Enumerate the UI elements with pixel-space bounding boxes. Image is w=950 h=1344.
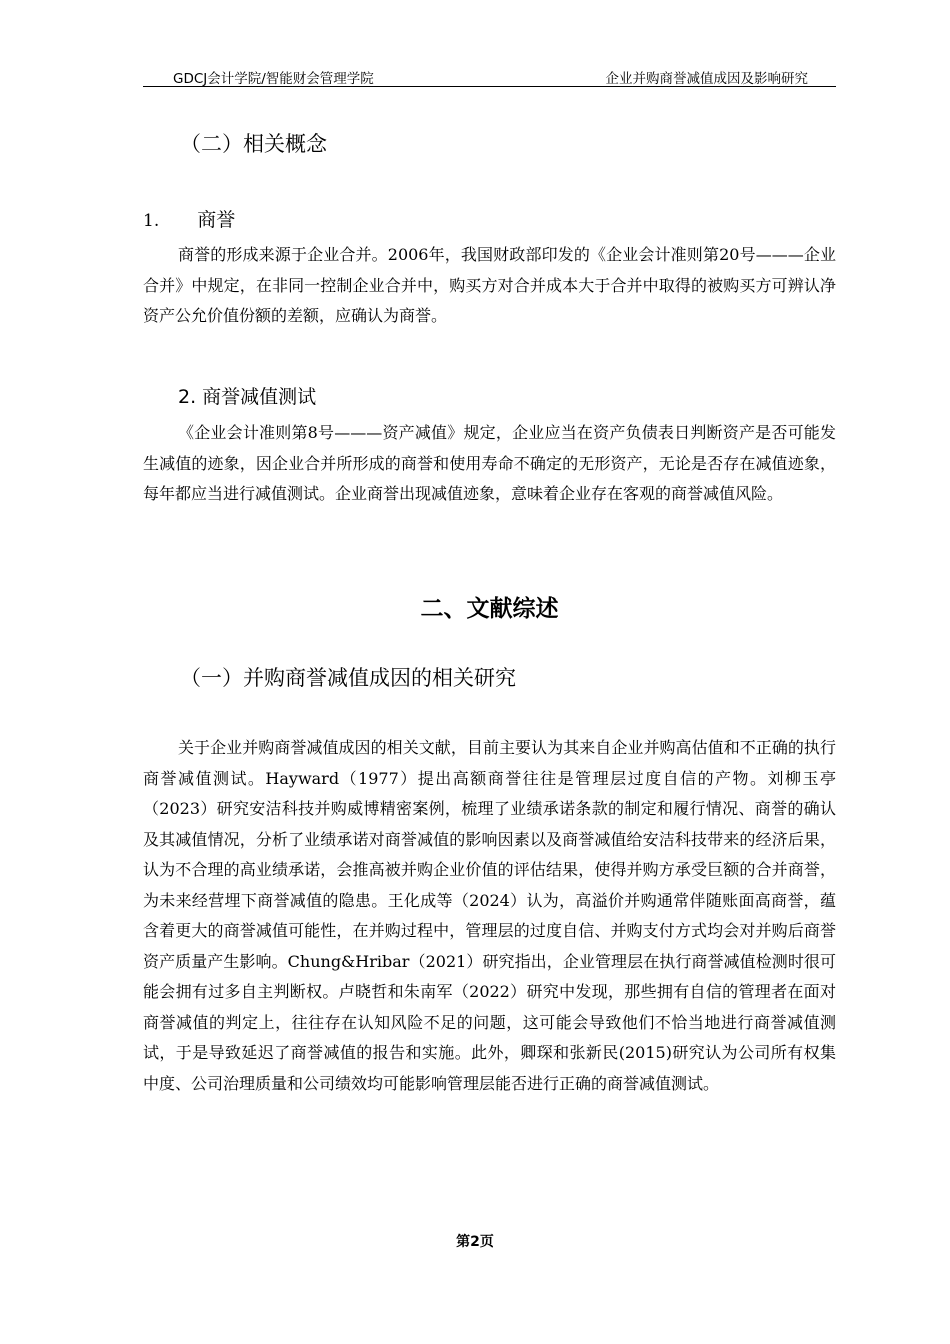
section-heading-related-concepts: （二）相关概念	[180, 132, 327, 156]
page-header	[143, 66, 836, 87]
item1-heading	[143, 205, 235, 232]
item1-title: 商誉	[197, 209, 236, 231]
section-heading-causes-research: （一）并购商誉减值成因的相关研究	[180, 666, 516, 690]
chapter-heading-literature-review: 二、文献综述	[420, 596, 559, 622]
goodwill-paragraph: 商誉的形成来源于企业合并。2006年，我国财政部印发的《企业会计准则第20号———企业合并》中规定，在非同一控制企业合并中，购买方对合并成本大于合并中取得的被购买方可辨认净资产公允价值份额的差额，应确认为商誉。	[143, 245, 836, 325]
causes-research-paragraph: 关于企业并购商誉减值成因的相关文献，目前主要认为其来自企业并购高估值和不正确的执行商誉减值测试。Hayward（1977）提出高额商誉往往是管理层过度自信的产物。刘柳玉亭（2023）研究安洁科技并购威博精密案例，梳理了业绩承诺条款的制定和履行情况、商誉的确认及其减值情况，分析了业绩承诺对商誉减值的影响因素以及商誉减值给安洁科技带来的经济后果，认为不合理的高业绩承诺，会推高被并购企业价值的评估结果，使得并购方承受巨额的合并商誉，为未来经营埋下商誉减值的隐患。王化成等（2024）认为，高溢价并购通常伴随账面高商誉，蕴含着更大的商誉减值可能性，在并购过程中，管理层的过度自信、并购支付方式均会对并购后商誉资产质量产生影响。Chung&Hribar（2021）研究指出，企业管理层在执行商誉减值检测时很可能会拥有过多自主判断权。卢晓哲和朱南军（2022）研究中发现，那些拥有自信的管理者在面对商誉减值的判定上，往往存在认知风险不足的问题，这可能会导致他们不恰当地进行商誉减值测试，于是导致延迟了商誉减值的报告和实施。此外，卿琛和张新民(2015)研究认为公司所有权集中度、公司治理质量和公司绩效均可能影响管理层能否进行正确的商誉减值测试。	[143, 738, 836, 1093]
item1-number: 1.	[143, 211, 160, 231]
header-left-text: GDCJ会计学院/智能财会管理学院	[173, 71, 374, 87]
page-number: 第2页	[456, 1234, 494, 1250]
impairment-test-paragraph: 《企业会计准则第8号———资产减值》规定，企业应当在资产负债表日判断资产是否可能发生减值的迹象，因企业合并所形成的商誉和使用寿命不确定的无形资产，无论是否存在减值迹象，每年都应当进行减值测试。企业商誉出现减值迹象，意味着企业存在客观的商誉减值风险。	[143, 423, 836, 503]
item2-heading: 2. 商誉减值测试	[178, 386, 317, 408]
header-right-text: 企业并购商誉减值成因及影响研究	[605, 71, 808, 87]
